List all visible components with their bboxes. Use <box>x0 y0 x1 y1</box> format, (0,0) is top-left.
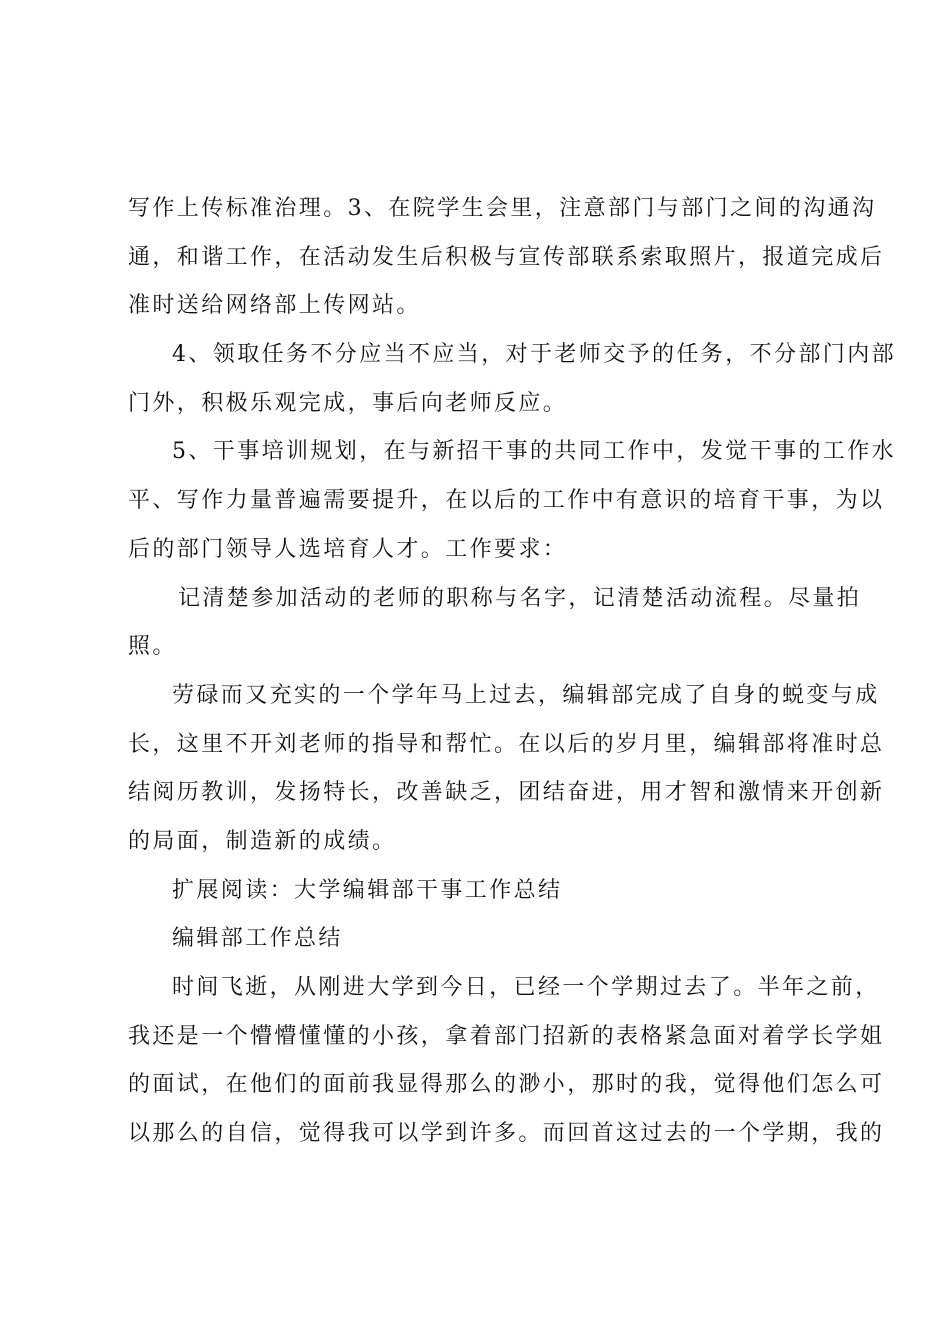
text-line-14: 的局面，制造新的成绩。 <box>128 828 397 854</box>
text-line-17: 时间飞逝，从刚进大学到今日，已经一个学期过去了。半年之前， <box>172 975 880 1000</box>
text-line-6: 5、干事培训规划，在与新招干事的共同工作中，发觉干事的工作水 <box>172 439 896 465</box>
text-line-12: 长，这里不开刘老师的指导和帮忙。在以后的岁月里，编辑部将准时总 <box>128 731 885 757</box>
text-line-1: 写作上传标准治理。3、在院学生会里，注意部门与部门之间的沟通沟 <box>128 196 877 221</box>
text-line-8: 后的部门领导人选培育人才。工作要求： <box>128 536 568 562</box>
text-line-15: 扩展阅读：大学编辑部干事工作总结 <box>172 877 563 903</box>
text-line-19: 的面试，在他们的面前我显得那么的渺小，那时的我，觉得他们怎么可 <box>128 1072 885 1098</box>
text-line-11: 劳碌而又充实的一个学年马上过去，编辑部完成了自身的蜕变与成 <box>172 682 880 708</box>
text-line-3: 准时送给网络部上传网站。 <box>128 293 421 319</box>
text-line-9: 记清楚参加活动的老师的职称与名字，记清楚活动流程。尽量拍 <box>178 585 862 611</box>
text-line-7: 平、写作力量普遍需要提升，在以后的工作中有意识的培育干事，为以 <box>128 488 885 514</box>
text-line-2: 通，和谐工作，在活动发生后积极与宣传部联系索取照片，报道完成后 <box>128 244 885 270</box>
text-line-16: 编辑部工作总结 <box>172 926 343 952</box>
document-body <box>128 185 896 1159</box>
text-line-5: 门外，积极乐观完成，事后向老师反应。 <box>128 390 568 416</box>
text-line-20: 以那么的自信，觉得我可以学到许多。而回首这过去的一个学期，我的 <box>128 1121 885 1147</box>
text-line-4: 4、领取任务不分应当不应当，对于老师交予的任务，不分部门内部 <box>172 342 896 368</box>
text-line-18: 我还是一个懵懵懂懂的小孩，拿着部门招新的表格紧急面对着学长学姐 <box>128 1023 885 1049</box>
text-line-10: 照。 <box>128 634 177 660</box>
text-line-13: 结阅历教训，发扬特长，改善缺乏，团结奋进，用才智和激情来开创新 <box>128 780 885 806</box>
